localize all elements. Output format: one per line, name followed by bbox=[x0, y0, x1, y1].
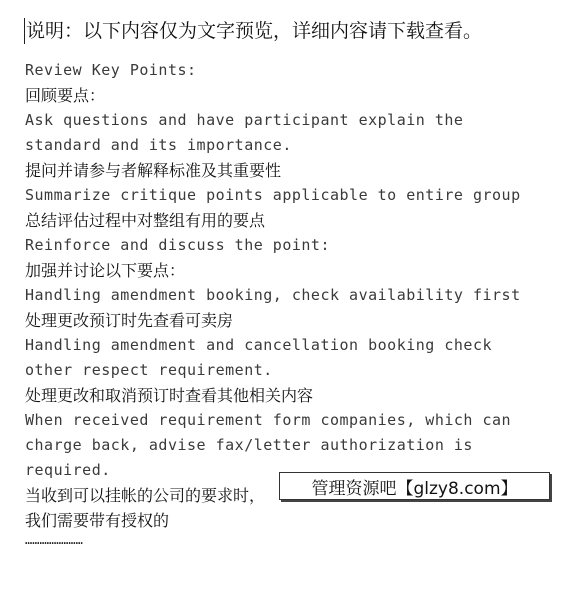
document-line: 总结评估过程中对整组有用的要点 bbox=[25, 211, 266, 230]
document-line: Summarize critique points applicable to entire group bbox=[25, 186, 521, 204]
document-line: Handling amendment and cancellation booking check bbox=[25, 336, 493, 354]
document-line: Ask questions and have participant explain the bbox=[25, 111, 464, 129]
document-line: other respect requirement. bbox=[25, 361, 273, 379]
document-line: charge back, advise fax/letter authorization is bbox=[25, 436, 473, 454]
document-line: Reinforce and discuss the point: bbox=[25, 236, 330, 254]
document-line: 回顾要点： bbox=[25, 86, 106, 105]
document-line: 处理更改预订时先查看可卖房 bbox=[25, 311, 234, 330]
site-watermark bbox=[279, 472, 550, 500]
document-line: required. bbox=[25, 461, 111, 479]
document-line: 处理更改和取消预订时查看其他相关内容 bbox=[25, 386, 314, 405]
ellipsis-marker: …………………… bbox=[25, 533, 83, 547]
document-line: standard and its importance. bbox=[25, 136, 292, 154]
document-line: Handling amendment booking, check availability first bbox=[25, 286, 521, 304]
document-line: Review Key Points: bbox=[25, 61, 197, 79]
watermark-text: 管理资源吧【glzy8.com】 bbox=[311, 478, 518, 499]
document-line: 提问并请参与者解释标准及其重要性 bbox=[25, 161, 282, 180]
document-line: 当收到可以挂帐的公司的要求时， bbox=[25, 486, 266, 505]
preview-notice: 说明：以下内容仅为文字预览，详细内容请下载查看。 bbox=[26, 20, 483, 42]
document-line: 加强并讨论以下要点： bbox=[25, 261, 186, 280]
document-line: When received requirement form companies, which can bbox=[25, 411, 512, 429]
text-cursor bbox=[24, 18, 25, 44]
document-line: 我们需要带有授权的 bbox=[25, 511, 170, 530]
